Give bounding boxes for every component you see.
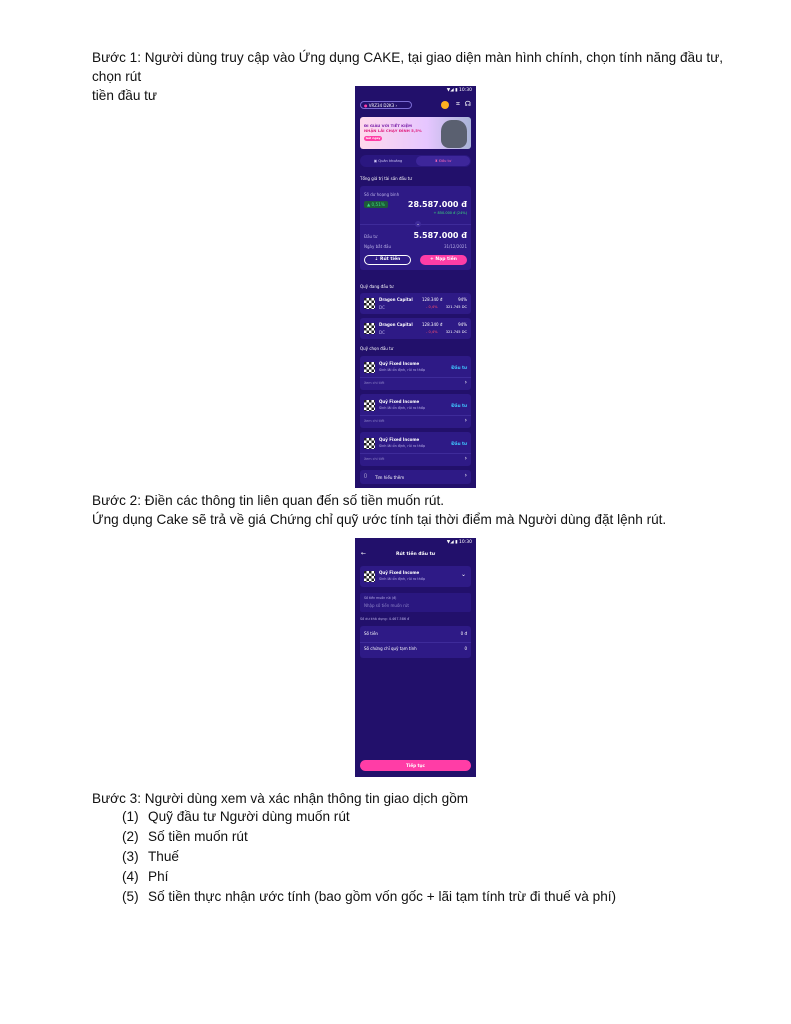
total-title: Tổng giá trị tài sản đầu tư [360, 176, 412, 181]
choose-fund-3[interactable] [360, 432, 471, 466]
fund-percent: 94% [458, 322, 467, 327]
chevron-right-icon: › [464, 472, 467, 479]
coin-icon[interactable] [441, 101, 449, 109]
banner-line2: NHẬN LÃI CHẠY ĐÌNH 5,5% [364, 128, 422, 133]
deposit-button[interactable]: + Nạp tiền [420, 255, 467, 265]
step1-line2: tiền đầu tư [92, 88, 158, 103]
fund-logo-icon [364, 298, 375, 309]
input-label: Số tiền muốn rút (đ) [364, 596, 397, 600]
units-value: 0 [464, 646, 467, 651]
fund-code: DC [379, 305, 385, 310]
app-screenshot-withdraw [355, 538, 476, 777]
date-label: Ngày bắt đầu [364, 244, 391, 249]
step1-line1: Bước 1: Người dùng truy cập vào Ứng dụng CAKE, tại giao diện màn hình chính, chọn tính năng đầu tư, chọn rút [92, 50, 724, 84]
continue-button[interactable]: Tiếp tục [360, 760, 471, 771]
profit-badge: ▲ 0,51% [364, 201, 388, 208]
fund-logo-icon [364, 438, 375, 449]
fund-logo-icon [364, 571, 375, 582]
step2-line2: Ứng dụng Cake sẽ trả về giá Chứng chỉ quỹ ước tính tại thời điểm mà Người dùng đặt lệnh rút. [92, 512, 667, 527]
fund-amount: 128.340 đ [422, 297, 443, 302]
fund-amount: 128.340 đ [422, 322, 443, 327]
list-item: (2) Số tiền muốn rút [122, 829, 248, 844]
banner-button[interactable]: Gửi ngay [365, 136, 381, 140]
header-bar [360, 550, 471, 560]
expand-icon[interactable]: ⌄ [416, 221, 420, 226]
fund-units: 321.745 DC [445, 305, 467, 309]
top-bar [360, 100, 471, 110]
page-title: Rút tiền đầu tư [395, 552, 436, 557]
fund-desc: Sinh lãi ổn định, rủi ro thấp [379, 577, 426, 581]
fund-change: - 0,4% [426, 305, 438, 309]
promo-banner[interactable] [360, 117, 471, 149]
fund-logo-icon [364, 323, 375, 334]
learn-more-label: Tìm hiểu thêm [375, 475, 405, 480]
fund-logo-icon [364, 362, 375, 373]
invest-link[interactable]: Đầu tư [451, 403, 467, 408]
amount-input[interactable] [360, 593, 471, 612]
fund-code: DC [379, 330, 385, 335]
profit-label: Số dư hoạng bình [364, 192, 400, 197]
fund-desc: Sinh lãi ổn định, rủi ro thấp [379, 406, 426, 410]
investing-fund-2[interactable] [360, 318, 471, 339]
fund-percent: 94% [458, 297, 467, 302]
details-link[interactable]: Xem chi tiết [364, 419, 385, 423]
divider [360, 453, 471, 454]
status-bar: ▼◢ ▮ 10:30 [446, 540, 472, 545]
details-link[interactable]: Xem chi tiết [364, 457, 385, 461]
units-label: Số chứng chỉ quỹ tạm tính [364, 646, 417, 651]
invest-link[interactable]: Đầu tư [451, 365, 467, 370]
fund-selector[interactable] [360, 566, 471, 587]
fund-name: Quỹ Fixed Income [379, 361, 420, 366]
fund-desc: Sinh lãi ổn định, rủi ro thấp [379, 368, 426, 372]
invested-label: Đầu tư [364, 234, 378, 239]
fund-name: Quỹ Fixed Income [379, 399, 420, 404]
divider [360, 642, 471, 643]
tab-savings[interactable]: ▣ Quản khoảng [373, 159, 403, 163]
fund-units: 321.745 DC [445, 330, 467, 334]
asset-summary-card [360, 186, 471, 270]
step3-list [122, 807, 616, 907]
input-placeholder: Nhập số tiền muốn rút [364, 603, 409, 608]
fund-name: Dragon Capital [379, 322, 413, 327]
app-screenshot-home [355, 86, 476, 488]
fund-name: Quỹ Fixed Income [379, 437, 420, 442]
withdraw-button[interactable]: ⇣ Rút tiền [364, 255, 411, 265]
fund-desc: Sinh lãi ổn định, rủi ro thấp [379, 444, 426, 448]
estimate-card [360, 626, 471, 658]
amount-label: Số tiền [364, 631, 378, 636]
fund-name: Quỹ Fixed Income [379, 570, 420, 575]
download-icon: ⇣ [374, 257, 379, 262]
investing-fund-1[interactable] [360, 293, 471, 314]
details-link[interactable]: Xem chi tiết [364, 381, 385, 385]
total-value: 28.587.000 đ [407, 200, 467, 209]
chevron-right-icon[interactable]: › [464, 455, 467, 462]
fund-change: - 0,4% [426, 330, 438, 334]
list-item: (5) Số tiền thực nhận ước tính (bao gồm vốn gốc + lãi tạm tính trừ đi thuế và phí) [122, 889, 617, 904]
chevron-right-icon[interactable]: › [464, 379, 467, 386]
divider [360, 415, 471, 416]
divider [360, 377, 471, 378]
back-arrow-icon[interactable]: ← [361, 550, 367, 557]
list-item: (3) Thuế [122, 849, 179, 864]
document-icon: ▯ [364, 473, 367, 479]
step3-intro: Bước 3: Người dùng xem và xác nhận thông tin giao dịch gồm [92, 791, 469, 806]
investing-title: Quỹ đang đầu tư [360, 284, 394, 289]
step2-line1: Bước 2: Điền các thông tin liên quan đến số tiền muốn rút. [92, 493, 445, 508]
status-bar: ▼◢ ▮ 10:30 [446, 88, 472, 93]
total-change: + 850.000 đ (24%) [433, 211, 467, 215]
choose-fund-1[interactable] [360, 356, 471, 390]
list-item: (4) Phí [122, 869, 169, 884]
choose-title: Quỹ chọn đầu tư [360, 346, 394, 351]
fund-name: Dragon Capital [379, 297, 413, 302]
fund-logo-icon [364, 400, 375, 411]
list-item: (1) Quỹ đầu tư Người dùng muốn rút [122, 809, 350, 824]
date-value: 31/12/2021 [443, 244, 467, 249]
invested-value: 5.587.000 đ [413, 231, 467, 240]
plus-icon: + [430, 257, 434, 262]
scan-icon[interactable]: ⌗ [456, 100, 460, 108]
step2-text [92, 491, 752, 529]
chevron-down-icon[interactable]: ⌄ [460, 571, 466, 578]
tab-switch [360, 155, 471, 167]
user-chip[interactable]: ● VRZ34 D2K3 › [360, 101, 412, 109]
choose-fund-2[interactable] [360, 394, 471, 428]
tab-invest[interactable]: ♜ Đầu tư [416, 156, 470, 166]
learn-more-item[interactable] [360, 470, 471, 484]
banner-cat-image [441, 120, 467, 148]
amount-value: 0 đ [460, 631, 467, 636]
available-balance: Số dư khả dụng: 4.467.586 đ [360, 617, 410, 621]
banner-line1: ĐI GIÀU VỚI TIẾT KIỆM [364, 123, 412, 128]
invest-link[interactable]: Đầu tư [451, 441, 467, 446]
chevron-right-icon[interactable]: › [464, 417, 467, 424]
support-icon[interactable]: ☊ [464, 100, 471, 108]
